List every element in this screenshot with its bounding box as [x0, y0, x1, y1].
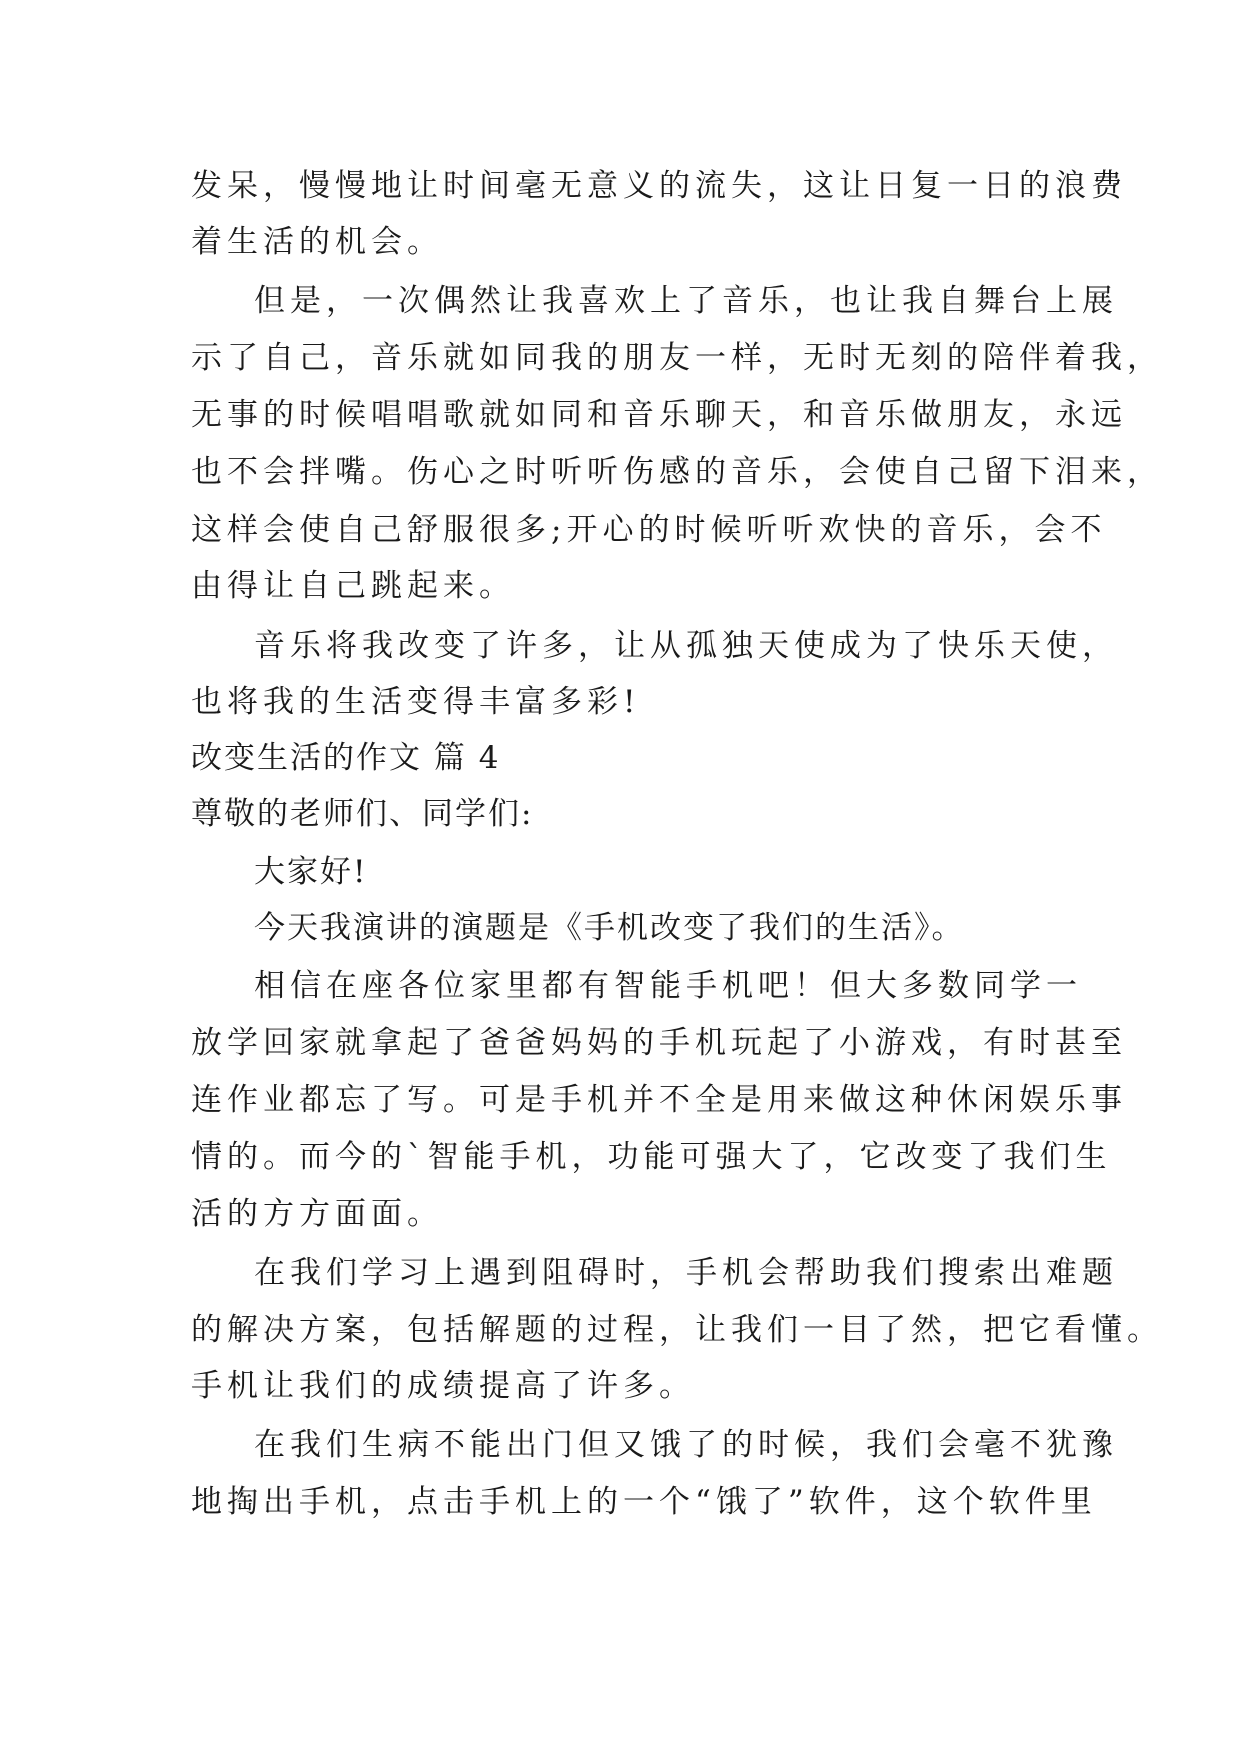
text-line: 手机让我们的成绩提高了许多。 [191, 1368, 695, 1404]
text-line: 也不会拌嘴。伤心之时听听伤感的音乐，会使自己留下泪来， [191, 454, 1163, 490]
paragraph-start: 相信在座各位家里都有智能手机吧！但大多数同学一 [254, 968, 1082, 1004]
text-line: 也将我的生活变得丰富多彩! [191, 684, 641, 720]
paragraph-start: 但是，一次偶然让我喜欢上了音乐，也让我自舞台上展 [254, 283, 1118, 319]
greeting: 大家好! [254, 854, 368, 890]
text-line: 由得让自己跳起来。 [191, 568, 515, 604]
text-line: 连作业都忘了写。可是手机并不全是用来做这种休闲娱乐事 [191, 1082, 1127, 1118]
paragraph-start: 在我们学习上遇到阻碍时，手机会帮助我们搜索出难题 [254, 1255, 1118, 1291]
paragraph-start: 音乐将我改变了许多，让从孤独天使成为了快乐天使， [254, 628, 1118, 664]
text-line: 无事的时候唱唱歌就如同和音乐聊天，和音乐做朋友，永远 [191, 397, 1127, 433]
text-line: 情的。而今的`智能手机，功能可强大了，它改变了我们生 [191, 1139, 1112, 1175]
text-line: 着生活的机会。 [191, 224, 443, 260]
text-line: 示了自己，音乐就如同我的朋友一样，无时无刻的陪伴着我， [191, 340, 1163, 376]
salutation: 尊敬的老师们、同学们: [191, 796, 534, 832]
text-line: 这样会使自己舒服很多;开心的时候听听欢快的音乐，会不 [191, 512, 1107, 548]
text-line: 地掏出手机，点击手机上的一个“饿了”软件，这个软件里 [191, 1484, 1097, 1520]
text-line: 发呆，慢慢地让时间毫无意义的流失，这让日复一日的浪费 [191, 168, 1127, 204]
text-line: 活的方方面面。 [191, 1196, 443, 1232]
text-line: 放学回家就拿起了爸爸妈妈的手机玩起了小游戏，有时甚至 [191, 1025, 1127, 1061]
text-line: 的解决方案，包括解题的过程，让我们一目了然，把它看懂。 [191, 1312, 1163, 1348]
paragraph-start: 今天我演讲的演题是《手机改变了我们的生活》。 [254, 910, 965, 946]
section-heading: 改变生活的作文 篇 4 [191, 740, 501, 776]
paragraph-start: 在我们生病不能出门但又饿了的时候，我们会毫不犹豫 [254, 1427, 1118, 1463]
